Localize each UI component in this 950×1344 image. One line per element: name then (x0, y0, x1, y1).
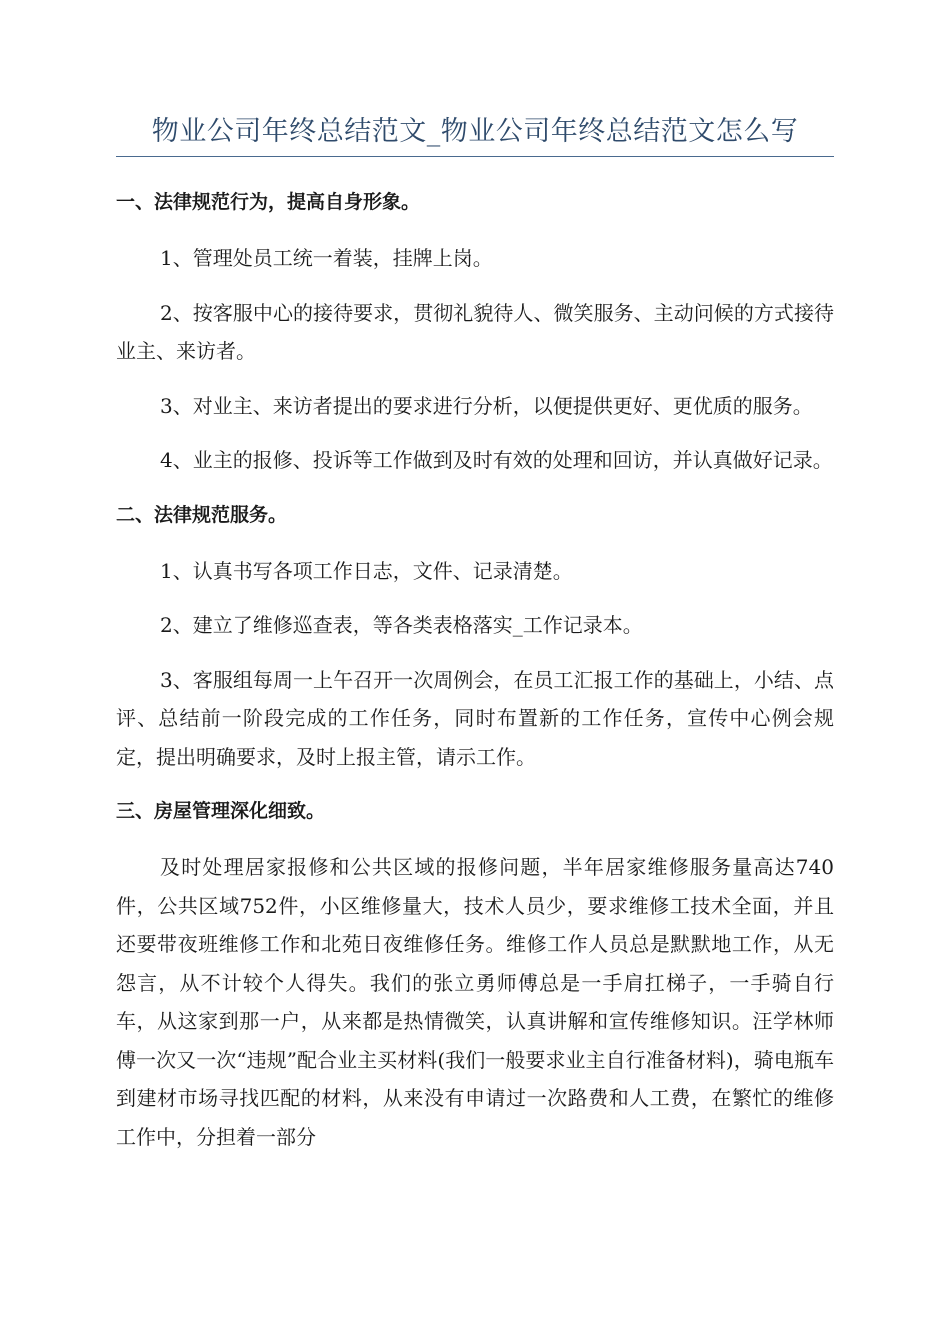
paragraph: 3、客服组每周一上午召开一次周例会，在员工汇报工作的基础上，小结、点评、总结前一阶段完成的工作任务，同时布置新的工作任务，宣传中心例会规定，提出明确要求，及时上报主管，请示工作。 (116, 667, 834, 769)
paragraph: 1、管理处员工统一着装，挂牌上岗。 (160, 246, 493, 270)
section-heading: 三、房屋管理深化细致。 (116, 800, 326, 822)
paragraph: 3、对业主、来访者提出的要求进行分析，以便提供更好、更优质的服务。 (160, 393, 813, 418)
paragraph: 2、按客服中心的接待要求，贯彻礼貌待人、微笑服务、主动问候的方式接待业主、来访者。 (116, 300, 834, 363)
paragraph: 2、建立了维修巡查表，等各类表格落实_工作记录本。 (160, 613, 643, 637)
document-title: 物业公司年终总结范文_物业公司年终总结范文怎么写 (116, 108, 834, 157)
section-heading: 二、法律规范服务。 (116, 503, 288, 526)
paragraph: 及时处理居家报修和公共区域的报修问题，半年居家维修服务量高达740件，公共区域752件，小区维修量大，技术人员少，要求维修工技术全面，并且还要带夜班维修工作和北苑日夜维修任务。维修工作人员总是默默地工作，从无怨言，从不计较个人得失。我们的张立勇师傅总是一手肩扛梯子，一手骑自行车，从这家到那一户，从来都是热情微笑，认真讲解和宣传维修知识。汪学林师傅一次又一次“违规”配合业主买材料(我们一般要求业主自行准备材料)，骑电瓶车到建材市场寻找匹配的材料，从来没有申请过一次路费和人工费，在繁忙的维修工作中，分担着一部分 (116, 855, 834, 1149)
document-page (116, 108, 834, 1156)
paragraph: 1、认真书写各项工作日志，文件、记录清楚。 (160, 558, 573, 583)
paragraph: 4、业主的报修、投诉等工作做到及时有效的处理和回访，并认真做好记录。 (160, 448, 833, 472)
section-heading: 一、法律规范行为，提高自身形象。 (116, 191, 421, 213)
